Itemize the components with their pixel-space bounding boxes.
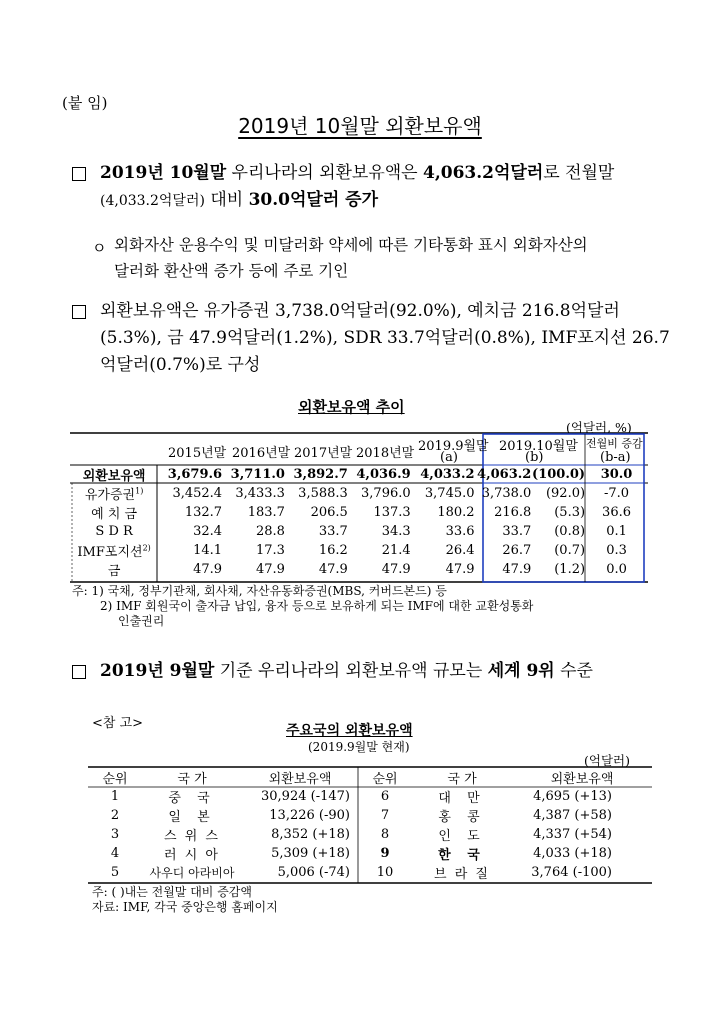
table-row <box>88 863 652 882</box>
table-row <box>88 825 652 844</box>
cell: 47.9 <box>193 562 223 577</box>
cell: 4 <box>110 846 120 861</box>
table1-header: 2019.9월말 <box>418 439 489 454</box>
cell: 17.3 <box>255 543 285 558</box>
row-label: IMF포지션$^{2)}$ <box>77 543 151 560</box>
cell: (92.0) <box>545 486 586 501</box>
table1-header: 2017년말 <box>294 446 353 461</box>
section1-line1: 2019년 10월말 우리나라의 외환보유액은 4,063.2억달러로 전월말 <box>100 163 615 183</box>
cell: 0.0 <box>606 562 627 577</box>
reference-label: <참 고> <box>92 716 144 731</box>
table1-note: 2) IMF 회원국이 출자금 납입, 융자 등으로 보유하게 되는 IMF에 대한 교환성통화 <box>100 599 534 613</box>
cell: 2 <box>110 808 120 823</box>
header-cell: 국 가 <box>447 771 477 787</box>
cell: 132.7 <box>184 505 223 520</box>
cell: 1 <box>110 789 120 804</box>
table1-header: 2019.10월말 <box>499 439 578 454</box>
table1-header: 2018년말 <box>356 446 415 461</box>
cell: 3,796.0 <box>361 486 411 501</box>
cell: 8 <box>380 827 390 842</box>
section2-line1: 외환보유액은 유가증권 3,738.0억달러(92.0%), 예치금 216.8억달러 <box>100 301 620 321</box>
cell: 4,337 (+54) <box>533 827 612 842</box>
cell: 47.9 <box>445 562 475 577</box>
cell: 인 도 <box>438 829 486 844</box>
cell: 3 <box>110 827 120 842</box>
section1-sub-line2: 달러화 환산액 증가 등에 주로 기인 <box>114 262 349 280</box>
cell: 4,033 (+18) <box>533 846 612 861</box>
cell: 0.1 <box>606 524 627 539</box>
table-row <box>88 844 652 863</box>
table1-header: (a) <box>440 450 458 465</box>
table-row <box>88 806 652 825</box>
cell: 32.4 <box>193 524 223 539</box>
table1-note: 주: 1) 국채, 정부기관채, 회사채, 자산유동화증권(MBS, 커버드본드) 등 <box>72 584 447 598</box>
table1-unit: (억달러, %) <box>566 420 632 435</box>
cell: 47.9 <box>318 562 348 577</box>
section3-line: 2019년 9월말 기준 우리나라의 외환보유액 규모는 세계 9위 수준 <box>100 661 593 681</box>
cell: 3,433.3 <box>235 486 285 501</box>
cell: 5,006 (-74) <box>277 865 350 880</box>
bullet-marker: ㅇ <box>92 239 107 257</box>
cell: 206.5 <box>310 505 348 520</box>
cell: 3,745.0 <box>424 486 475 501</box>
cell: 34.3 <box>381 524 411 539</box>
section1-sub-line1: 외화자산 운용수익 및 미달러화 약세에 따른 기타통화 표시 외화자산의 <box>114 236 588 254</box>
cell: 한 국 <box>438 848 486 863</box>
cell: 4,036.9 <box>356 467 411 482</box>
table1-note: 인출권리 <box>118 614 165 628</box>
cell: 28.8 <box>255 524 285 539</box>
cell: 137.3 <box>373 505 411 520</box>
cell: 36.6 <box>602 505 631 520</box>
cell: 3,764 (-100) <box>531 865 612 880</box>
row-label: 외환보유액 <box>82 469 146 484</box>
cell: 216.8 <box>494 505 532 520</box>
table2-note: 주: ( )내는 전월말 대비 증감액 <box>92 885 252 899</box>
table2-unit: (억달러) <box>584 753 630 768</box>
cell: 홍 콩 <box>438 810 486 825</box>
cell: 3,588.3 <box>298 486 348 501</box>
cell: 3,679.6 <box>167 467 223 482</box>
cell: 3,711.0 <box>230 467 285 482</box>
row-label: S D R <box>95 524 133 539</box>
cell: 사우디 아라비아 <box>149 866 235 880</box>
page-title: 2019년 10월말 외환보유액 <box>238 114 482 138</box>
table1-header: 전월비 증감 <box>586 437 643 450</box>
cell: 4,695 (+13) <box>533 789 612 804</box>
section2-line2: (5.3%), 금 47.9억달러(1.2%), SDR 33.7억달러(0.8%), IMF포지션 26.7 <box>100 328 670 348</box>
cell: 스 위 스 <box>164 829 220 844</box>
cell: 33.7 <box>318 524 348 539</box>
cell: 26.4 <box>445 543 475 558</box>
cell: 3,738.0 <box>481 486 532 501</box>
cell: (0.7) <box>554 543 586 558</box>
cell: 183.7 <box>247 505 285 520</box>
table1-header: 2015년말 <box>168 446 227 461</box>
header-cell: 순위 <box>372 771 398 787</box>
cell: 30,924 (-147) <box>261 789 350 804</box>
cell: 5 <box>110 865 120 880</box>
cell: 47.9 <box>502 562 532 577</box>
cell: (1.2) <box>554 562 586 577</box>
table-row <box>88 787 652 806</box>
cell: 33.7 <box>502 524 532 539</box>
cell: 브 라 질 <box>434 867 490 882</box>
cell: 47.9 <box>381 562 411 577</box>
cell: 4,387 (+58) <box>533 808 612 823</box>
cell: 8,352 (+18) <box>271 827 350 842</box>
cell: 47.9 <box>255 562 285 577</box>
header-cell: 순위 <box>102 771 128 787</box>
cell: 4,063.2 <box>477 467 532 482</box>
table2-subcaption: (2019.9월말 현재) <box>308 740 410 754</box>
cell: 10 <box>376 865 394 880</box>
header-cell: 외환보유액 <box>550 771 614 787</box>
cell: 180.2 <box>437 505 475 520</box>
table1-caption: 외환보유액 추이 <box>298 398 405 416</box>
cell: 26.7 <box>502 543 532 558</box>
section1-line2: (4,033.2억달러) 대비 30.0억달러 증가 <box>100 190 379 210</box>
cell: 러 시 아 <box>164 848 220 863</box>
cell: 대 만 <box>438 791 486 806</box>
attachment-label: (붙 임) <box>62 94 108 112</box>
row-label: 금 <box>107 564 121 579</box>
cell: 21.4 <box>381 543 411 558</box>
cell: 13,226 (-90) <box>269 808 350 823</box>
table1-header: (b-a) <box>600 450 631 465</box>
section2-line3: 억달러(0.7%)로 구성 <box>100 355 261 375</box>
cell: 33.6 <box>445 524 475 539</box>
cell: 3,892.7 <box>293 467 348 482</box>
cell: 7 <box>380 808 390 823</box>
cell: 4,033.2 <box>420 467 475 482</box>
row-label: 예 치 금 <box>91 507 138 522</box>
cell: 0.3 <box>606 543 627 558</box>
cell: 30.0 <box>600 467 633 482</box>
cell: 중 국 <box>168 791 216 806</box>
header-cell: 외환보유액 <box>268 771 332 787</box>
cell: 일 본 <box>168 810 216 825</box>
table-row <box>88 767 652 787</box>
cell: 3,452.4 <box>172 486 223 501</box>
cell: (0.8) <box>554 524 586 539</box>
header-cell: 국 가 <box>177 771 207 787</box>
cell: 5,309 (+18) <box>271 846 350 861</box>
cell: 16.2 <box>318 543 348 558</box>
table2-caption: 주요국의 외환보유액 <box>286 723 413 739</box>
cell: (5.3) <box>554 505 586 520</box>
cell: 6 <box>380 789 390 804</box>
table1-header: (b) <box>525 450 544 465</box>
row-label: 유가증권$^{1)}$ <box>84 486 144 503</box>
cell: -7.0 <box>603 486 630 501</box>
cell: 9 <box>380 846 390 861</box>
cell: 14.1 <box>193 543 223 558</box>
cell: (100.0) <box>532 467 586 482</box>
table1-header: 2016년말 <box>232 446 291 461</box>
table2 <box>88 767 652 882</box>
table2-source: 자료: IMF, 각국 중앙은행 홈페이지 <box>92 900 278 914</box>
